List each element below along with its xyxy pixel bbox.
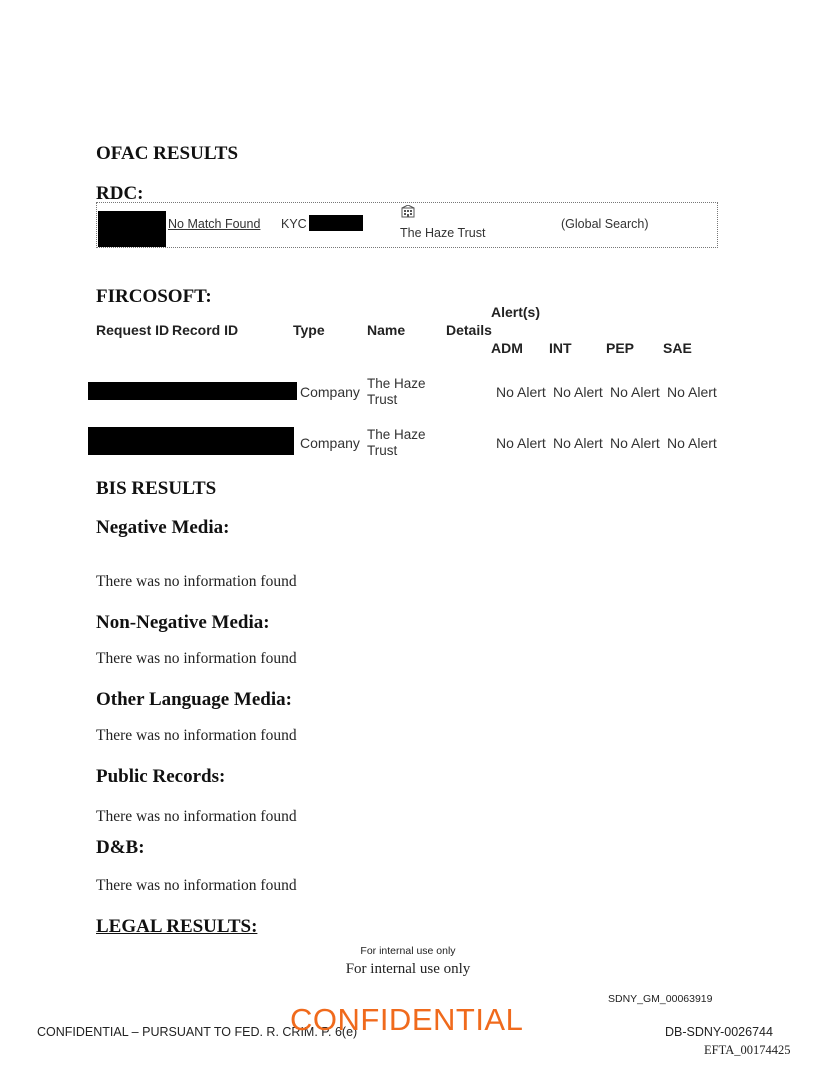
public-records-heading: Public Records: xyxy=(96,766,226,787)
col-details: Details xyxy=(446,322,492,338)
col-request-id: Request ID xyxy=(96,322,170,338)
row-sae: No Alert xyxy=(667,384,717,400)
bis-results-heading: BIS RESULTS xyxy=(96,478,217,499)
other-language-media-heading: Other Language Media: xyxy=(96,689,292,710)
negative-media-heading: Negative Media: xyxy=(96,517,230,538)
legal-results-heading: LEGAL RESULTS: xyxy=(96,916,258,937)
col-int: INT xyxy=(549,340,572,356)
row-name: The Haze Trust xyxy=(367,427,426,458)
global-search-label: (Global Search) xyxy=(561,217,649,231)
col-alerts: Alert(s) xyxy=(491,304,541,320)
rdc-entity-name: The Haze Trust xyxy=(400,226,486,240)
rdc-result-box xyxy=(96,202,718,248)
col-type: Type xyxy=(293,322,325,338)
public-records-text: There was no information found xyxy=(96,808,297,825)
rdc-heading: RDC: xyxy=(96,183,144,204)
row-sae: No Alert xyxy=(667,435,717,451)
bates-sdny-gm: SDNY_GM_00063919 xyxy=(608,993,713,1005)
negative-media-text: There was no information found xyxy=(96,573,297,590)
dnb-heading: D&B: xyxy=(96,837,145,858)
redaction-block xyxy=(309,215,363,231)
row-type: Company xyxy=(300,384,360,400)
row-adm: No Alert xyxy=(496,384,546,400)
row-type: Company xyxy=(300,435,360,451)
internal-use-large: For internal use only xyxy=(345,961,471,977)
redaction-block xyxy=(88,427,294,455)
efta-number: EFTA_00174425 xyxy=(704,1043,791,1057)
row-int: No Alert xyxy=(553,384,603,400)
dnb-text: There was no information found xyxy=(96,877,297,894)
internal-use-small: For internal use only xyxy=(360,945,456,957)
non-negative-media-text: There was no information found xyxy=(96,650,297,667)
col-pep: PEP xyxy=(606,340,635,356)
ofac-results-heading: OFAC RESULTS xyxy=(96,143,239,164)
col-sae: SAE xyxy=(663,340,692,356)
col-adm: ADM xyxy=(491,340,523,356)
confidential-stamp: CONFIDENTIAL xyxy=(290,1002,524,1037)
row-name: The Haze Trust xyxy=(367,376,426,407)
redaction-block xyxy=(98,211,166,247)
fircosoft-heading: FIRCOSOFT: xyxy=(96,286,212,307)
other-language-media-text: There was no information found xyxy=(96,727,297,744)
row-pep: No Alert xyxy=(610,384,660,400)
kyc-label: KYC xyxy=(281,217,307,231)
building-icon xyxy=(401,205,415,223)
redaction-block xyxy=(88,382,297,400)
row-pep: No Alert xyxy=(610,435,660,451)
non-negative-media-heading: Non-Negative Media: xyxy=(96,612,270,633)
col-name: Name xyxy=(367,322,406,338)
row-adm: No Alert xyxy=(496,435,546,451)
confidential-legend: CONFIDENTIAL – PURSUANT TO FED. R. CRIM. P. 6(e) xyxy=(37,1025,358,1039)
col-record-id: Record ID xyxy=(172,322,239,338)
row-int: No Alert xyxy=(553,435,603,451)
no-match-found-link[interactable]: No Match Found xyxy=(168,217,261,231)
bates-db-sdny: DB-SDNY-0026744 xyxy=(665,1025,773,1039)
